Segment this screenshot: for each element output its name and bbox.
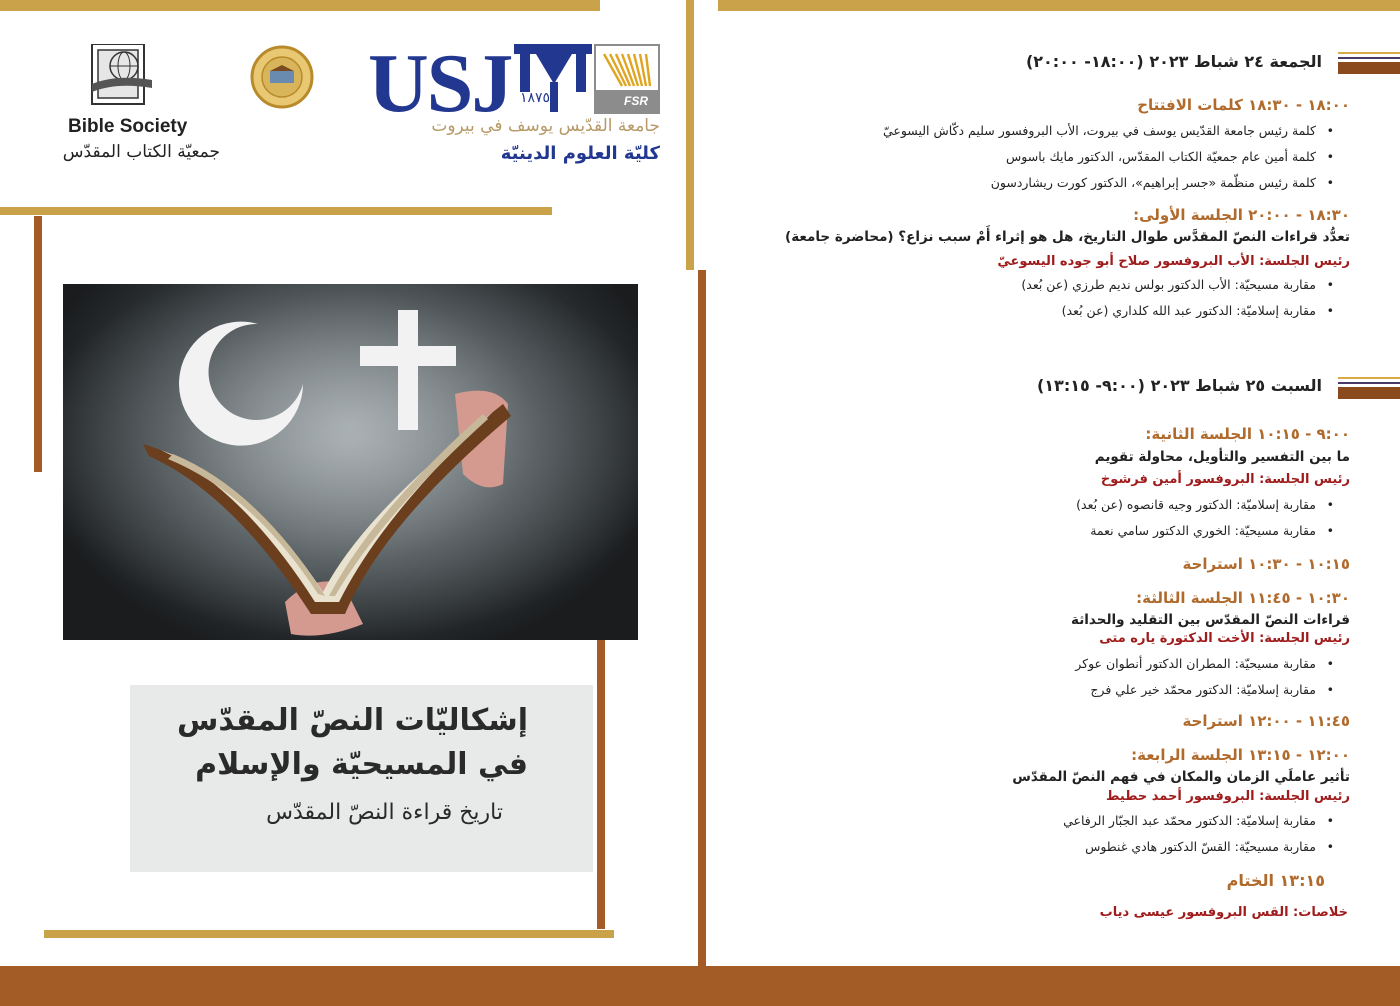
university-name: جامعة القدّيس يوسف في بيروت	[431, 116, 660, 136]
faculty-name: كليّة العلوم الدينيّة	[500, 143, 660, 164]
session4-topic: تأثير عاملَي الزمان والمكان في فهم النصّ المقدّس	[1012, 769, 1350, 785]
list-item: • كلمة أمين عام جمعيّة الكتاب المقدّس، الدكتور مايك باسوس	[760, 144, 1340, 170]
session1-heading: ١٨:٣٠ - ٢٠:٠٠ الجلسة الأولى:	[1133, 206, 1350, 224]
list-item: • مقاربة إسلاميّة: الدكتور وجيه قانصوه (عن بُعد)	[760, 492, 1340, 518]
session4-chair: رئيس الجلسة: البروفسور أحمد حطيط	[1106, 789, 1350, 804]
gold-rule-under-logos	[0, 207, 552, 215]
title-line-1: إشكاليّات النصّ المقدّس	[176, 703, 528, 738]
session4-speakers	[760, 808, 1340, 860]
cover-photo	[63, 284, 638, 640]
session2-heading: ٩:٠٠ - ١٠:١٥ الجلسة الثانية:	[1145, 425, 1350, 443]
bible-society-logo	[60, 40, 240, 170]
list-item: • مقاربة مسيحيّة: المطران الدكتور أنطوان عوكر	[760, 651, 1340, 677]
session1-chair: رئيس الجلسة: الأب البروفسور صلاح أبو جوده اليسوعيّ	[997, 254, 1350, 269]
day1-heading-deco	[1338, 52, 1400, 77]
list-item: • مقاربة إسلاميّة: الدكتور محمّد عبد الجبّار الرفاعي	[760, 808, 1340, 834]
top-gold-bar-right	[718, 0, 1400, 11]
session4-heading: ١٢:٠٠ - ١٣:١٥ الجلسة الرابعة:	[1131, 746, 1350, 764]
day1-heading: الجمعة ٢٤ شباط ٢٠٢٣ (١٨:٠٠- ٢٠:٠٠)	[1025, 52, 1322, 71]
list-item: • كلمة رئيس منظّمة «جسر إبراهيم»، الدكتور كورت ريشاردسون	[760, 170, 1340, 196]
bible-society-ar: جمعيّة الكتاب المقدّس	[62, 142, 220, 162]
opening-heading: ١٨:٠٠ - ١٨:٣٠ كلمات الافتتاح	[1137, 96, 1350, 114]
fsr-logo	[594, 44, 660, 114]
gold-vertical-right	[686, 0, 694, 270]
globe-book-icon	[86, 44, 156, 106]
bible-society-en: Bible Society	[68, 116, 188, 137]
fsr-label: FSR	[624, 94, 648, 108]
session1-speakers	[760, 272, 1340, 324]
day2-heading: السبت ٢٥ شباط ٢٠٢٣ (٩:٠٠- ١٣:١٥)	[1036, 376, 1322, 395]
break2: ١١:٤٥ - ١٢:٠٠ استراحة	[1182, 712, 1350, 730]
title-line-2: في المسيحيّة والإسلام	[195, 747, 528, 782]
list-item: • مقاربة مسيحيّة: الخوري الدكتور سامي نعمة	[760, 518, 1340, 544]
usj-year: ١٨٧٥	[520, 91, 551, 106]
title-line-3: تاريخ قراءة النصّ المقدّس	[266, 800, 503, 825]
seal-emblem-icon	[250, 45, 314, 109]
list-item: • كلمة رئيس جامعة القدّيس يوسف في بيروت، الأب البروفسور سليم دكّاش اليسوعيّ	[760, 118, 1340, 144]
break1: ١٠:١٥ - ١٠:٣٠ استراحة	[1182, 555, 1350, 573]
session1-topic: تعدُّد قراءات النصّ المقدَّس طوال التاريخ، هل هو إثراء أَمْ سبب نزاع؟ (محاضرة جامعة)	[785, 229, 1350, 245]
closing-conclusions: خلاصات: القس البروفسور عيسى دياب	[1099, 905, 1348, 920]
session3-chair: رئيس الجلسة: الأخت الدكتورة ياره متى	[1099, 631, 1350, 646]
title-box	[130, 685, 593, 872]
list-item: • مقاربة إسلاميّة: الدكتور عبد الله كلداري (عن بُعد)	[760, 298, 1340, 324]
list-item: • مقاربة مسيحيّة: القسّ الدكتور هادي غنطوس	[760, 834, 1340, 860]
session2-chair: رئيس الجلسة: البروفسور أمين فرشوخ	[1100, 472, 1350, 487]
closing-heading: ١٣:١٥ الختام	[1226, 871, 1325, 890]
session3-heading: ١٠:٣٠ - ١١:٤٥ الجلسة الثالثة:	[1136, 589, 1350, 607]
session3-speakers	[760, 651, 1340, 703]
brown-vertical-right	[698, 270, 706, 966]
session2-topic: ما بين التفسير والتأويل، محاولة تقويم	[1094, 449, 1350, 465]
crescent-cross-book-illustration	[63, 284, 638, 640]
session2-speakers	[760, 492, 1340, 544]
gold-rule-bottom	[44, 930, 614, 938]
list-item: • مقاربة إسلاميّة: الدكتور محمّد خير علي فرج	[760, 677, 1340, 703]
brown-vertical-left	[34, 216, 42, 472]
usj-wordmark: USJ	[368, 37, 512, 130]
list-item: • مقاربة مسيحيّة: الأب الدكتور بولس نديم طرزي (عن بُعد)	[760, 272, 1340, 298]
opening-speakers	[760, 118, 1340, 196]
session3-topic: قراءات النصّ المقدّس بين التقليد والحداثة	[1071, 612, 1350, 628]
bottom-band	[0, 966, 1400, 1006]
day2-heading-deco	[1338, 377, 1400, 402]
top-gold-bar-left	[0, 0, 600, 11]
